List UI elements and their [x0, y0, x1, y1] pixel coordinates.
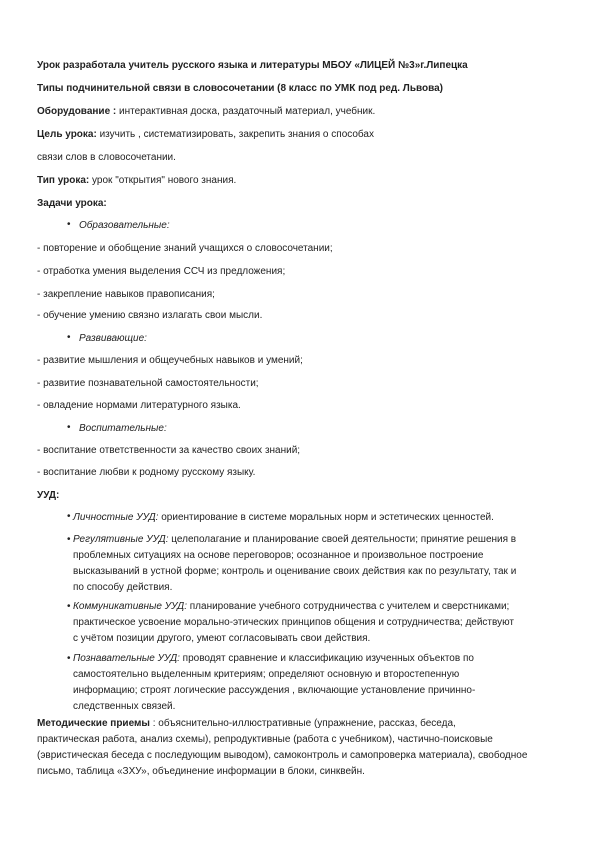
- uud-term: Регулятивные УУД:: [73, 534, 169, 545]
- bullet-icon: •: [67, 332, 71, 343]
- uud-term: Коммуникативные УУД:: [73, 601, 187, 612]
- list-item: - повторение и обобщение знаний учащихся о словосочетании;: [37, 243, 333, 254]
- lesson-type-label: Тип урока:: [37, 175, 90, 186]
- educational-heading: Образовательные:: [79, 220, 170, 231]
- uud-regulatory: Регулятивные УУД: целеполагание и планирование своей деятельности; принятие решения в проблемных ситуациях на основе переговоров; осознанное и произвольное построение высказываний в устной форме; контроль и оценивание своих действия как по результату, так и по способу действия.: [73, 534, 517, 593]
- bullet-icon: •: [67, 511, 71, 522]
- equipment-label: Оборудование :: [37, 106, 117, 117]
- uud-personal: Личностные УУД: ориентирование в системе моральных норм и эстетических ценностей.: [73, 512, 494, 523]
- methods-label: Методические приемы: [37, 718, 150, 729]
- developing-heading: Развивающие:: [79, 333, 147, 344]
- list-item: - обучение умению связно излагать свои мысли.: [37, 310, 263, 321]
- list-item: - развитие мышления и общеучебных навыков и умений;: [37, 355, 303, 366]
- bullet-icon: •: [67, 219, 71, 230]
- list-item: - воспитание ответственности за качество своих знаний;: [37, 445, 301, 456]
- lesson-title: Типы подчинительной связи в словосочетании (8 класс по УМК под ред. Львова): [37, 83, 444, 94]
- equipment-text: интерактивная доска, раздаточный материал, учебник.: [116, 106, 376, 117]
- list-item: - воспитание любви к родному русскому языку.: [37, 467, 256, 478]
- uud-term: Личностные УУД:: [73, 512, 159, 523]
- uud-heading: УУД:: [37, 490, 60, 501]
- lesson-type-text: урок "открытия" нового знания.: [89, 175, 237, 186]
- upbringing-heading: Воспитательные:: [79, 423, 167, 434]
- uud-cognitive: Познавательные УУД: проводят сравнение и классификацию изученных объектов по самостоятельно выделенным критериям; определяют основную и второстепенную информацию; строят логические рассуждения , включающие установление причинно- следственных связей.: [73, 653, 476, 712]
- bullet-icon: •: [67, 653, 71, 664]
- list-item: - овладение нормами литературного языка.: [37, 400, 241, 411]
- list-item: - отработка умения выделения ССЧ из предложения;: [37, 266, 286, 277]
- lesson-type-line: [37, 174, 236, 187]
- list-item: - развитие познавательной самостоятельности;: [37, 378, 259, 389]
- author-line: Урок разработала учитель русского языка и литературы МБОУ «ЛИЦЕЙ №3»г.Липецка: [37, 60, 468, 71]
- list-item: - закрепление навыков правописания;: [37, 289, 215, 300]
- goal-text: изучить , систематизировать, закрепить знания о способах: [96, 129, 374, 140]
- bullet-icon: •: [67, 601, 71, 612]
- uud-communicative: Коммуникативные УУД: планирование учебного сотрудничества с учителем и сверстниками; практическое усвоение морально-этических принципов общения и сотрудничества; действуют с учётом позиции другого, умеют согласовывать свои действия.: [73, 601, 514, 644]
- tasks-heading: Задачи урока:: [37, 198, 107, 209]
- bullet-icon: •: [67, 534, 71, 545]
- equipment-line: [37, 105, 375, 118]
- goal-line: [37, 128, 374, 141]
- uud-term: Познавательные УУД:: [73, 653, 180, 664]
- bullet-icon: •: [67, 422, 71, 433]
- methods-paragraph: Методические приемы : объяснительно-иллюстративные (упражнение, рассказ, беседа, практическая работа, анализ схемы), репродуктивные (работа с учебником), частично-поисковые (эвристическая беседа с последующим выводом), самоконтроль и самопроверка материала), свободное письмо, таблица «ЗХУ», объединение информации в блоки, синквейн.: [37, 718, 528, 777]
- goal-text-continued: связи слов в словосочетании.: [37, 152, 176, 163]
- goal-label: Цель урока:: [37, 129, 97, 140]
